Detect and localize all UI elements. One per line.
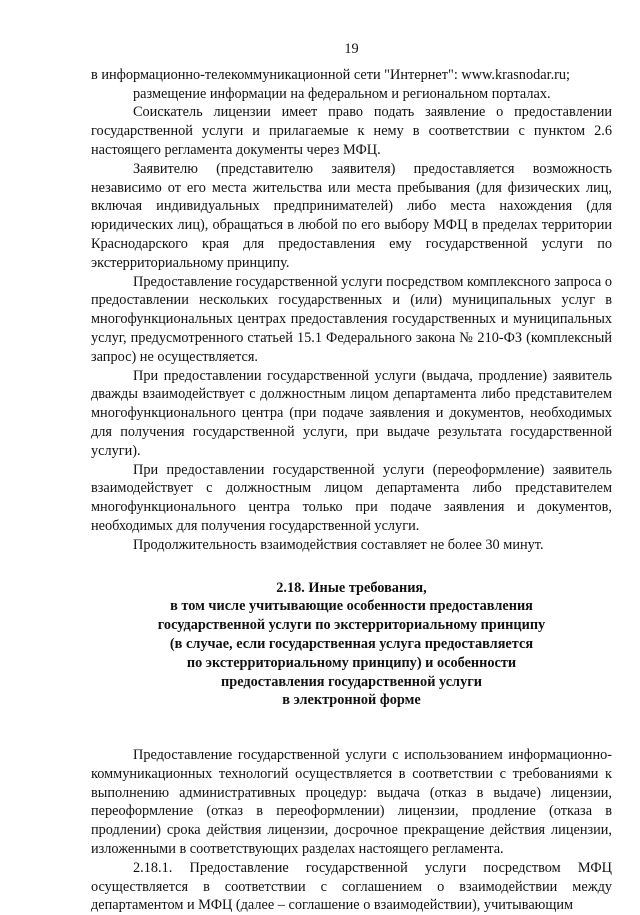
- document-page: [91, 40, 612, 915]
- heading-line: в том числе учитывающие особенности предоставления: [170, 598, 533, 615]
- heading-line: предоставления государственной услуги: [221, 673, 482, 690]
- heading-line: государственной услуги по экстерриториальному принципу: [157, 617, 546, 634]
- heading-line: 2.18. Иные требования,: [276, 579, 427, 596]
- paragraph-issuance-interaction: При предоставлении государственной услуги (выдача, продление) заявитель дважды взаимодействует с должностным лицом департамента либо представителем многофункционального центра (при подаче заявления и документов, необходимых для получения государственной услуги, при выдаче результата государственной услуги).: [91, 367, 612, 459]
- heading-line: в электронной форме: [282, 692, 421, 709]
- paragraph-reissue-interaction: При предоставлении государственной услуги (переоформление) заявитель взаимодействует с должностным лицом департамента либо представителем многофункционального центра только при подаче заявления и документов, необходимых для получения государственной услуги.: [91, 461, 612, 534]
- paragraph-complex-request: Предоставление государственной услуги посредством комплексного запроса о предоставлении нескольких государственных и (или) муниципальных услуг в многофункциональных центрах предоставления государственных и муниципальных услуг, предусмотренного статьей 15.1 Федерального закона № 210-ФЗ (комплексный запрос) не осуществляется.: [91, 273, 612, 365]
- paragraph-portals: размещение информации на федеральном и региональном порталах.: [133, 85, 551, 102]
- paragraph-license-applicant: Соискатель лицензии имеет право подать заявление о предоставлении государственной услуги и прилагаемые к нему в соответствии с пунктом 2.6 настоящего регламента документы через МФЦ.: [91, 104, 612, 158]
- page-number: 19: [344, 41, 359, 57]
- paragraph-2-18-1: 2.18.1. Предоставление государственной услуги посредством МФЦ осуществляется в соответствии с соглашением о взаимодействии между департаментом и МФЦ (далее – соглашение о взаимодействии), учитывающим: [91, 859, 612, 914]
- section-heading-2-18: [91, 579, 612, 711]
- text-block-top: [91, 66, 612, 555]
- heading-line: по экстерриториальному принципу) и особенности: [186, 654, 517, 671]
- heading-line: (в случае, если государственная услуга предоставляется: [169, 635, 534, 652]
- paragraph-ict-usage: Предоставление государственной услуги с использованием информационно-коммуникационных технологий осуществляется в соответствии с требованиями к выполнению административных процедур: выдача (отказ в выдаче) лицензии, переоформление (отказ в переоформлении) лицензии, продление (отказа в продлении) срока действия лицензии, досрочное прекращение действия лицензии, изложенными в соответствующих разделах настоящего регламента.: [91, 747, 612, 858]
- paragraph-internet-portal: в информационно-телекоммуникационной сети "Интернет": www.krasnodar.ru;: [91, 66, 571, 83]
- paragraph-duration: Продолжительность взаимодействия составляет не более 30 минут.: [133, 536, 544, 553]
- paragraph-extraterritorial: Заявителю (представителю заявителя) предоставляется возможность независимо от его места жительства или места пребывания (для физических лиц, включая индивидуальных предпринимателей) либо места нахождения (для юридических лиц), обращаться в любой по его выбору МФЦ в пределах территории Краснодарского края для предоставления ему государственной услуги по экстерриториальному принципу.: [91, 160, 612, 271]
- text-block-bottom: [91, 746, 612, 915]
